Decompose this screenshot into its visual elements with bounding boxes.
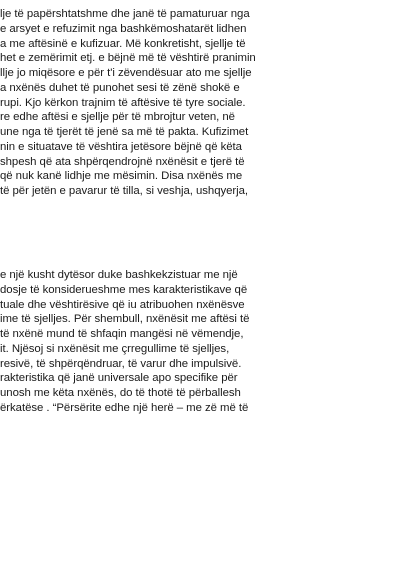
text-line: e një kusht dytësor duke bashkekzistuar me një	[0, 269, 238, 281]
text-line: resivë, të shpërqëndruar, të varur dhe impulsivë.	[0, 357, 242, 370]
text-line: a nxënës duhet të punohet sesi të zënë shokë e	[0, 81, 240, 94]
text-line: lje të papërshtatshme dhe janë të pamaturuar nga	[0, 8, 250, 20]
text-line: rupi. Kjo kërkon trajnim të aftësive të tyre sociale.	[0, 96, 246, 109]
text-line: të për jetën e pavarur të tilla, si veshja, ushqyerja,	[0, 185, 249, 197]
text-line: a me aftësinë e kufizuar. Më konkretisht, sjellje të	[0, 37, 246, 50]
text-line: dosje të konsiderueshme mes karakteristikave që	[0, 283, 248, 296]
text-line: het e zemërimit etj. e bëjnë më të vështirë pranimin	[0, 52, 256, 65]
text-line: e arsyet e refuzimit nga bashkëmoshatarët lidhen	[0, 22, 247, 35]
paragraph-2	[0, 268, 249, 416]
text-line: it. Njësoj si nxënësit me çrregullime të sjelljes,	[0, 342, 230, 355]
text-line: të nxënë mund të shfaqin mangësi në vëmendje,	[0, 328, 244, 340]
text-line: unosh me këta nxënës, do të thotë të përballesh	[0, 387, 241, 399]
text-line: ime të sjelljes. Për shembull, nxënësit me aftësi të	[0, 313, 250, 326]
text-line: re edhe aftësi e sjellje për të mbrojtur veten, në	[0, 111, 235, 124]
text-line: ërkatëse . “Përsërite edhe një herë – me zë më të	[0, 401, 249, 414]
text-line: tuale dhe vështirësive që iu atribuohen nxënësve	[0, 298, 245, 311]
text-line: llje jo miqësore e për t'i zëvendësuar ato me sjellje	[0, 67, 252, 79]
text-line: une nga të tjerët të jenë sa më të pakta. Kufizimet	[0, 126, 249, 138]
paragraph-1	[0, 7, 256, 199]
text-line: që nuk kanë lidhje me mësimin. Disa nxënës me	[0, 170, 243, 183]
text-line: shpesh që ata shpërqendrojnë nxënësit e tjerë të	[0, 155, 245, 168]
text-line: nin e situatave të vështira jetësore bëjnë që këta	[0, 140, 242, 153]
text-line: rakteristika që janë universale apo specifike për	[0, 372, 238, 385]
